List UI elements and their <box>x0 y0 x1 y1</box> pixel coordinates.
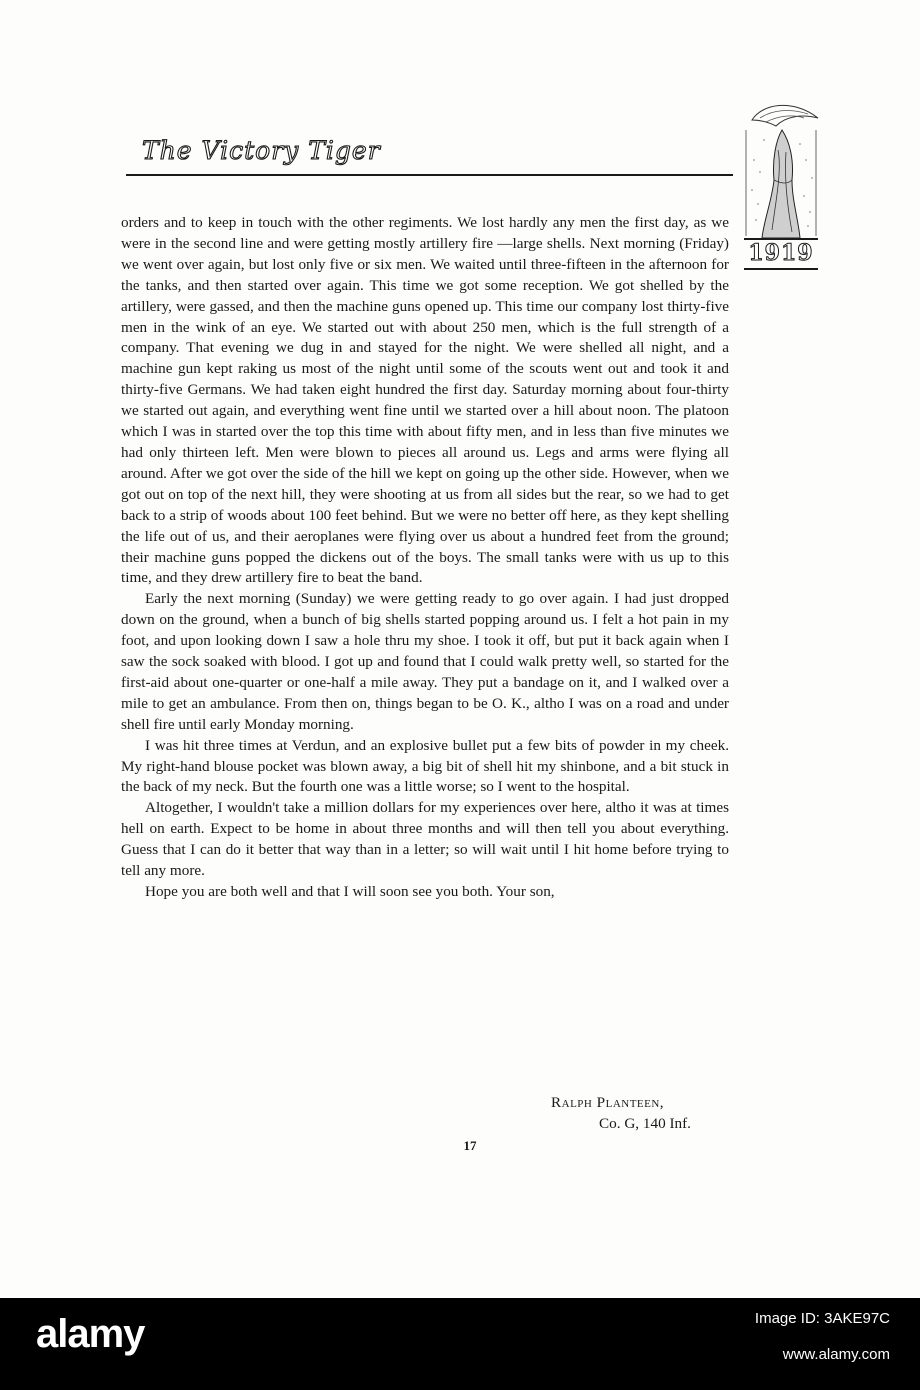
publication-title: The Victory Tiger <box>142 136 381 165</box>
watermark-url: www.alamy.com <box>782 1346 890 1363</box>
ornament-year-label: 1919 <box>744 238 818 270</box>
paragraph-continuation: orders and to keep in touch with the other regiments. We lost hardly any men the first day, as we were in the second line and were getting mostly artillery fire —large shells. Next morning (Friday) we went over again, but lost only five or six men. We waited until three-fifteen in the afternoon for the tanks, and then started over again. This time we got some reception. We got shelled by the artillery, were gassed, and then the machine guns opened up. This time our company lost thirty-five men in the wink of an eye. We started out with about 250 men, which is the full strength of a company. That evening we dug in and stayed for the night. We were shelled all night, and a machine gun kept raking us most of the night until some of the scouts went out and took it and thirty-five Germans. We had taken eight hundred the first day. Saturday morning about four-thirty we started out again, and everything went fine until we started over a hill about noon. The platoon which I was in started over the top this time with about fifty men, and in less than five minutes we had only thirteen left. Men were blown to pieces all around us. Legs and arms were flying all around. After we got over the side of the hill we kept on going up the other side. However, when we got out on top of the next hill, they were shooting at us from all sides but the rear, so we had to get back to a strip of woods about 100 feet behind. But we were no better off here, as they kept shelling the life out of us, and their aeroplanes were flying over us about a hundred feet from the ground; their machine guns popped the dickens out of the boys. The small tanks were with us up to this time, and they drew artillery fire to beat the band. <box>121 214 729 587</box>
paragraph-sunday: Early the next morning (Sunday) we were getting ready to go over again. I had just dropped down on the ground, when a bunch of big shells started popping around us. I felt a hot pain in my foot, and upon looking down I saw a hole thru my shoe. I took it off, but put it back again when I saw the sock soaked with blood. I got up and found that I could walk pretty well, so started for the first-aid about one-quarter or one-half a mile away. They put a bandage on it, and I walked over a mile to get an ambulance. From then on, things began to be O. K., altho I was on a road and under shell fire until early Monday morning. <box>121 590 729 733</box>
header-rule <box>126 174 733 176</box>
paragraph-closing: Hope you are both well and that I will soon see you both. Your son, <box>145 883 555 900</box>
image-id-label: Image ID: 3AKE97C <box>754 1310 890 1327</box>
paragraph-verdun: I was hit three times at Verdun, and an explosive bullet put a few bits of powder in my cheek. My right-hand blouse pocket was blown away, a big bit of shell hit my shinbone, and a bit stuck in the back of my neck. But the fourth one was a little worse; so I went to the hospital. <box>121 736 729 796</box>
paragraph-altogether: Altogether, I wouldn't take a million dollars for my experiences over here, altho it was at times hell on earth. Expect to be home in about three months and will then tell you about everything. Guess that I can do it better that way than in a letter; so will wait until I hit home before trying to tell any more. <box>121 799 729 880</box>
signature-name: Ralph Planteen, <box>551 1094 665 1111</box>
signature-unit: Co. G, 140 Inf. <box>599 1115 691 1132</box>
alamy-logo: alamy <box>36 1312 145 1356</box>
letter-body <box>121 213 729 903</box>
page-number: 17 <box>463 1138 477 1153</box>
